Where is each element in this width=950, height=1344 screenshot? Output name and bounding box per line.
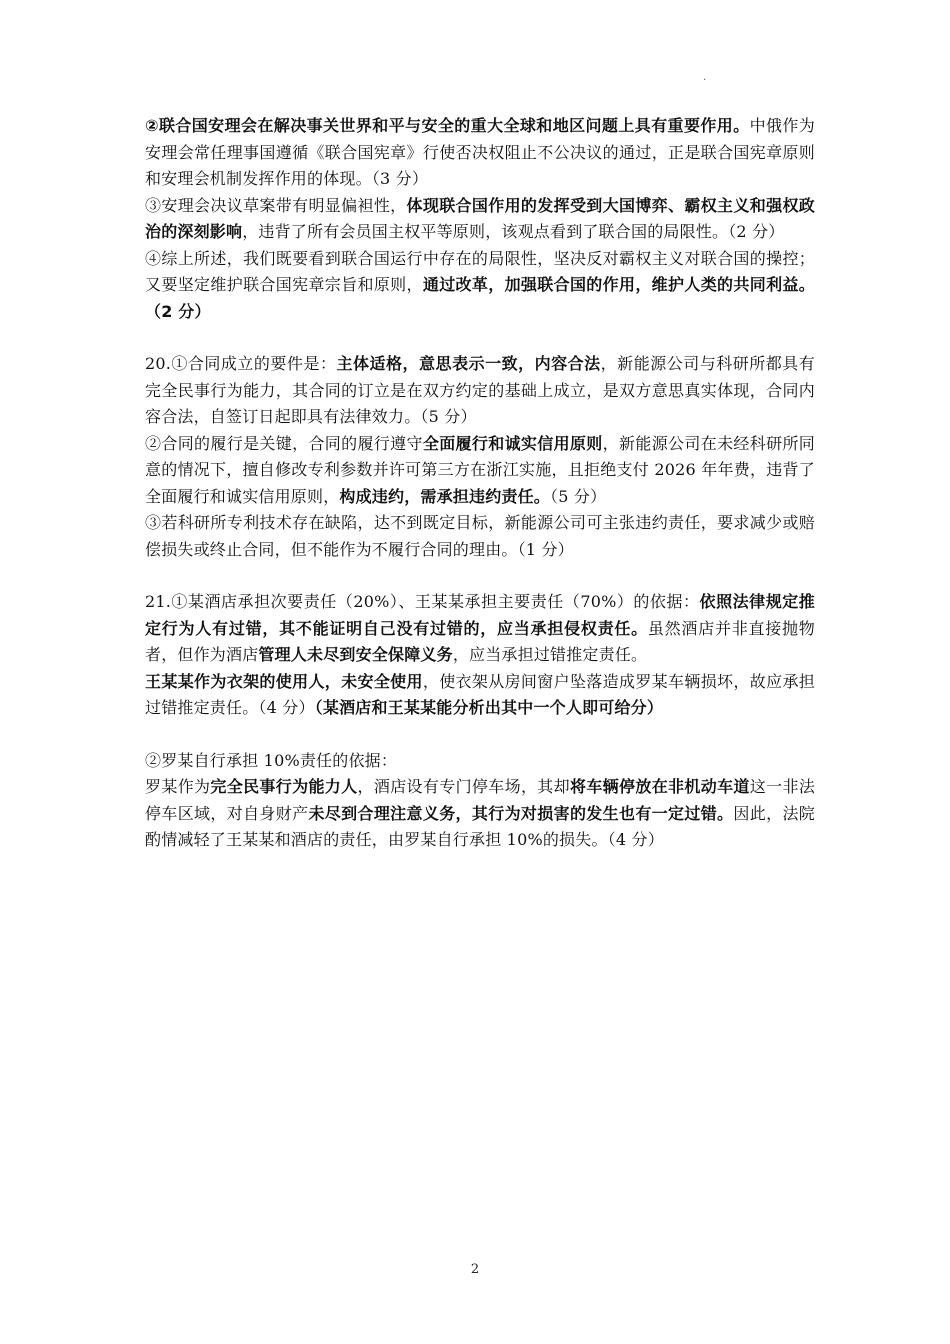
- text-segment: ，应当承担过错推定责任。: [452, 645, 648, 664]
- paragraph-p21-3: [145, 748, 815, 775]
- header-dot: .: [703, 72, 707, 83]
- text-segment: 21.①某酒店承担次要责任（20%）、王某某承担主要责任（70%）的依据：: [145, 592, 700, 611]
- text-segment: 虽然酒店并非直接抛物者，但作为酒店: [145, 618, 815, 664]
- bold-text-segment: 依照法律规定推定行为人有过错，其不能证明自己没有过错的，应当承担侵权责任。: [145, 592, 815, 638]
- text-segment: 因此，法院酌情减轻了王某某和酒店的责任，由罗某自行承担 10%的损失。（4 分）: [145, 803, 815, 849]
- paragraph-p21-4: [145, 774, 815, 854]
- paragraph-p20-1: [145, 351, 815, 431]
- text-segment: 中俄作为安理会常任理事国遵循《联合国宪章》行使否决权阻止不公决议的通过，正是联合国宪章原则和安理会机制发挥作用的体现。（3 分）: [145, 116, 815, 188]
- text-segment: ③安理会决议草案带有明显偏袒性，: [145, 195, 407, 215]
- paragraph-p21-2: [145, 669, 815, 722]
- bold-text-segment: （某酒店和王某某能分析出其中一个人即可给分）: [314, 698, 664, 717]
- paragraph-gap: [145, 325, 815, 351]
- text-segment: （5 分）: [550, 486, 607, 506]
- text-segment: ②罗某自行承担 10%责任的依据：: [145, 750, 398, 770]
- paragraph-p19-3: [145, 193, 815, 246]
- text-segment: ④综上所述，我们既要看到联合国运行中存在的局限性，坚决反对霸权主义对联合国的操控；又要坚定维护联合国宪章宗旨和原则，: [145, 248, 815, 294]
- paragraph-gap: [145, 722, 815, 748]
- bold-text-segment: 管理人未尽到安全保障义务: [258, 645, 453, 664]
- text-segment: ，使衣架从房间窗户坠落造成罗某车辆损坏，故应承担过错推定责任。（4 分）: [145, 671, 815, 717]
- bold-text-segment: 构成违约，需承担违约责任。: [339, 486, 551, 506]
- text-segment: ，酒店设有专门停车场，其却: [357, 777, 570, 796]
- bold-text-segment: 主体适格，意思表示一致，内容合法: [336, 354, 601, 373]
- bold-text-segment: 王某某作为衣架的使用人，未安全使用: [145, 671, 423, 691]
- paragraph-p20-3: [145, 510, 815, 563]
- text-segment: ②合同的履行是关键，合同的履行遵守: [145, 433, 423, 453]
- text-segment: 20.①合同成立的要件是：: [145, 354, 337, 373]
- paragraph-p20-2: [145, 431, 815, 511]
- bold-text-segment: 未尽到合理注意义务，其行为对损害的发生也有一定过错。: [308, 803, 734, 823]
- text-segment: ，违背了所有会员国主权平等原则，该观点看到了联合国的局限性。（2 分）: [242, 222, 785, 241]
- text-segment: ③若科研所专利技术存在缺陷，达不到既定目标，新能源公司可主张违约责任，要求减少或赔偿损失或终止合同，但不能作为不履行合同的理由。（1 分）: [145, 513, 815, 559]
- bold-text-segment: 体现联合国作用的发挥受到大国博弈、霸权主义和强权政治的深刻影响: [145, 195, 815, 241]
- paragraph-gap: [145, 563, 815, 589]
- text-segment: ，新能源公司与科研所都具有完全民事行为能力，其合同的订立是在双方约定的基础上成立，是双方意思真实体现，合同内容合法，自签订日起即具有法律效力。（5 分）: [145, 354, 816, 426]
- text-segment: 这一非法停车区域，对自身财产: [145, 777, 816, 823]
- bold-text-segment: 将车辆停放在非机动车道: [569, 777, 750, 796]
- bold-text-segment: ②联合国安理会在解决事关世界和平与安全的重大全球和地区问题上具有重要作用。: [145, 116, 750, 135]
- bold-text-segment: 完全民事行为能力人: [210, 777, 358, 796]
- bold-text-segment: 通过改革，加强联合国的作用，维护人类的共同利益。（2 分）: [145, 275, 815, 321]
- bold-text-segment: 全面履行和诚实信用原则: [422, 433, 603, 453]
- text-segment: 罗某作为: [145, 777, 211, 796]
- page-number: 2: [470, 1262, 480, 1277]
- paragraph-p21-1: [145, 589, 815, 669]
- paragraph-p19-4: [145, 246, 815, 326]
- answer-text-body: [145, 113, 815, 854]
- text-segment: ，新能源公司在未经科研所同意的情况下，擅自修改专利参数并许可第三方在浙江实施，且拒绝支付 2026 年年费，违背了全面履行和诚实信用原则，: [145, 433, 815, 506]
- paragraph-p19-2: [145, 113, 815, 193]
